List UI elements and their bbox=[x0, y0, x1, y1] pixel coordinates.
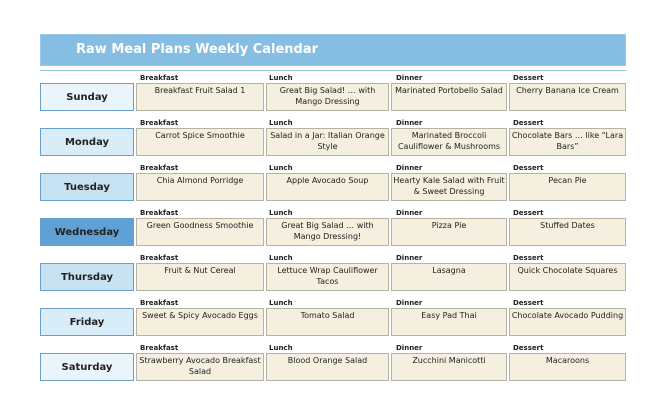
meal-cell-dinner[interactable]: Marinated Portobello Salad bbox=[391, 83, 507, 111]
column-header-dessert: Dessert bbox=[513, 209, 544, 217]
column-header-lunch: Lunch bbox=[269, 209, 293, 217]
column-header-dinner: Dinner bbox=[396, 254, 423, 262]
column-header-breakfast: Breakfast bbox=[140, 344, 179, 352]
meal-cell-breakfast[interactable]: Sweet & Spicy Avocado Eggs bbox=[136, 308, 264, 336]
meal-cell-lunch[interactable]: Apple Avocado Soup bbox=[266, 173, 389, 201]
meal-cell-breakfast[interactable]: Strawberry Avocado Breakfast Salad bbox=[136, 353, 264, 381]
column-header-dinner: Dinner bbox=[396, 119, 423, 127]
day-row-wednesday bbox=[40, 209, 626, 249]
meal-cell-dessert[interactable]: Cherry Banana Ice Cream bbox=[509, 83, 626, 111]
column-header-lunch: Lunch bbox=[269, 74, 293, 82]
meal-cell-breakfast[interactable]: Breakfast Fruit Salad 1 bbox=[136, 83, 264, 111]
day-row-saturday bbox=[40, 344, 626, 384]
meal-cell-dinner[interactable]: Easy Pad Thai bbox=[391, 308, 507, 336]
column-header-dinner: Dinner bbox=[396, 164, 423, 172]
day-label: Tuesday bbox=[40, 173, 134, 201]
meal-cell-dinner[interactable]: Pizza Pie bbox=[391, 218, 507, 246]
column-header-dinner: Dinner bbox=[396, 344, 423, 352]
column-header-lunch: Lunch bbox=[269, 164, 293, 172]
meal-cell-dinner[interactable]: Zucchini Manicotti bbox=[391, 353, 507, 381]
meal-cell-lunch[interactable]: Lettuce Wrap Cauliflower Tacos bbox=[266, 263, 389, 291]
day-row-friday bbox=[40, 299, 626, 339]
meal-cell-breakfast[interactable]: Chia Almond Porridge bbox=[136, 173, 264, 201]
day-row-thursday bbox=[40, 254, 626, 294]
meal-cell-lunch[interactable]: Tomato Salad bbox=[266, 308, 389, 336]
column-header-dessert: Dessert bbox=[513, 254, 544, 262]
column-header-breakfast: Breakfast bbox=[140, 119, 179, 127]
meal-cell-breakfast[interactable]: Fruit & Nut Cereal bbox=[136, 263, 264, 291]
meal-cell-dessert[interactable]: Chocolate Avocado Pudding bbox=[509, 308, 626, 336]
meal-cell-dessert[interactable]: Chocolate Bars … like “Lara Bars” bbox=[509, 128, 626, 156]
column-header-breakfast: Breakfast bbox=[140, 209, 179, 217]
column-header-dessert: Dessert bbox=[513, 299, 544, 307]
column-header-breakfast: Breakfast bbox=[140, 254, 179, 262]
meal-cell-lunch[interactable]: Great Big Salad! … with Mango Dressing bbox=[266, 83, 389, 111]
day-label: Saturday bbox=[40, 353, 134, 381]
day-row-monday bbox=[40, 119, 626, 159]
column-header-lunch: Lunch bbox=[269, 254, 293, 262]
column-header-dessert: Dessert bbox=[513, 74, 544, 82]
meal-cell-breakfast[interactable]: Carrot Spice Smoothie bbox=[136, 128, 264, 156]
column-header-dinner: Dinner bbox=[396, 74, 423, 82]
meal-cell-dinner[interactable]: Hearty Kale Salad with Fruit & Sweet Dressing bbox=[391, 173, 507, 201]
weekly-calendar-grid bbox=[40, 70, 626, 401]
meal-cell-dessert[interactable]: Stuffed Dates bbox=[509, 218, 626, 246]
day-label: Friday bbox=[40, 308, 134, 336]
column-header-breakfast: Breakfast bbox=[140, 74, 179, 82]
day-label: Sunday bbox=[40, 83, 134, 111]
meal-cell-dessert[interactable]: Macaroons bbox=[509, 353, 626, 381]
day-label: Monday bbox=[40, 128, 134, 156]
meal-cell-lunch[interactable]: Blood Orange Salad bbox=[266, 353, 389, 381]
meal-cell-dessert[interactable]: Pecan Pie bbox=[509, 173, 626, 201]
meal-cell-breakfast[interactable]: Green Goodness Smoothie bbox=[136, 218, 264, 246]
meal-cell-lunch[interactable]: Salad in a Jar: Italian Orange Style bbox=[266, 128, 389, 156]
column-header-dinner: Dinner bbox=[396, 209, 423, 217]
meal-cell-dinner[interactable]: Marinated Broccoli Cauliflower & Mushrooms bbox=[391, 128, 507, 156]
day-label: Wednesday bbox=[40, 218, 134, 246]
title-bar bbox=[40, 34, 626, 66]
meal-cell-lunch[interactable]: Great Big Salad … with Mango Dressing! bbox=[266, 218, 389, 246]
column-header-dinner: Dinner bbox=[396, 299, 423, 307]
day-row-tuesday bbox=[40, 164, 626, 204]
column-header-breakfast: Breakfast bbox=[140, 164, 179, 172]
column-header-dessert: Dessert bbox=[513, 164, 544, 172]
day-label: Thursday bbox=[40, 263, 134, 291]
page-title: Raw Meal Plans Weekly Calendar bbox=[76, 42, 319, 57]
column-header-breakfast: Breakfast bbox=[140, 299, 179, 307]
column-header-lunch: Lunch bbox=[269, 344, 293, 352]
column-header-dessert: Dessert bbox=[513, 119, 544, 127]
meal-cell-dinner[interactable]: Lasagna bbox=[391, 263, 507, 291]
meal-cell-dessert[interactable]: Quick Chocolate Squares bbox=[509, 263, 626, 291]
column-header-dessert: Dessert bbox=[513, 344, 544, 352]
day-row-sunday bbox=[40, 74, 626, 114]
column-header-lunch: Lunch bbox=[269, 299, 293, 307]
column-header-lunch: Lunch bbox=[269, 119, 293, 127]
